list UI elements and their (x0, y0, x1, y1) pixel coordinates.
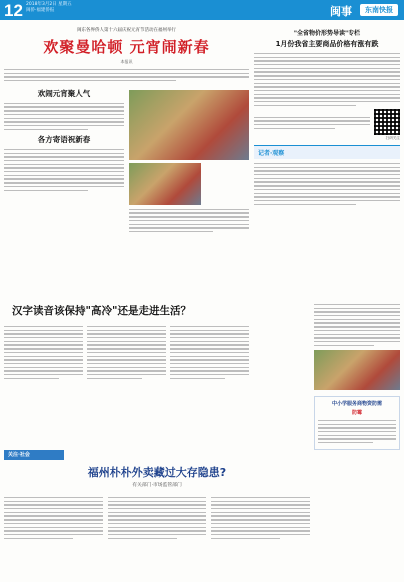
side-box-highlight: 防霉 (351, 409, 362, 416)
side-box-title: 中小学服务商物资防需 (331, 400, 382, 407)
lead-article (4, 24, 249, 299)
lead-intro-text (4, 69, 249, 81)
lead-kicker: 闽东各界侨人第十六届庆祝元宵节活动在福州举行 (77, 28, 176, 33)
bottom-section-label: 关注·社会 (4, 450, 64, 460)
issue-date: 2018年3月2日 星期五 (26, 2, 72, 7)
event-photo-performer (129, 163, 201, 205)
issue-section: 闽侨·福建侨报 (26, 7, 55, 13)
qr-caption: 扫码关注 (385, 136, 400, 141)
issue-meta (26, 2, 72, 13)
page-number: 12 (4, 1, 23, 20)
subhead-1: 欢闹元宵聚人气 (37, 88, 91, 98)
side-photo (314, 350, 400, 390)
side-box (314, 396, 400, 450)
price-column-label: "全省物价形势导读"专栏 (293, 30, 361, 37)
subhead-2: 各方寄语祝新春 (37, 134, 91, 144)
page-header (0, 0, 404, 20)
middle-article-body (4, 322, 249, 381)
section-name: 闽事 (330, 5, 352, 18)
lead-column-left (4, 84, 124, 235)
lead-body (4, 84, 249, 235)
right-column (254, 24, 400, 300)
bottom-feature (4, 450, 310, 541)
qr-code (374, 109, 400, 135)
bottom-subhead: 有关部门·市场监管部门 (132, 483, 182, 488)
logo-text: 东南快报 (365, 6, 393, 14)
bottom-headline: 福州朴朴外卖藏过大存隐患? (87, 466, 227, 479)
price-headline: 1月份我省主要商品价格有涨有跌 (275, 40, 379, 48)
middle-article (4, 303, 249, 381)
middle-article-title: 汉字读音该保持"高冷"还是走进生活？ (12, 305, 191, 317)
lead-byline: 本报讯 (120, 59, 133, 64)
masthead-logo (360, 4, 398, 16)
event-photo-crowd (129, 90, 249, 160)
section-label-observation: 记者·观察 (254, 145, 400, 159)
side-column-bottom (314, 300, 400, 450)
lead-column-right (129, 84, 249, 235)
lead-headline: 欢聚曼哈顿 元宵闹新春 (43, 38, 210, 56)
bottom-body (4, 493, 310, 541)
